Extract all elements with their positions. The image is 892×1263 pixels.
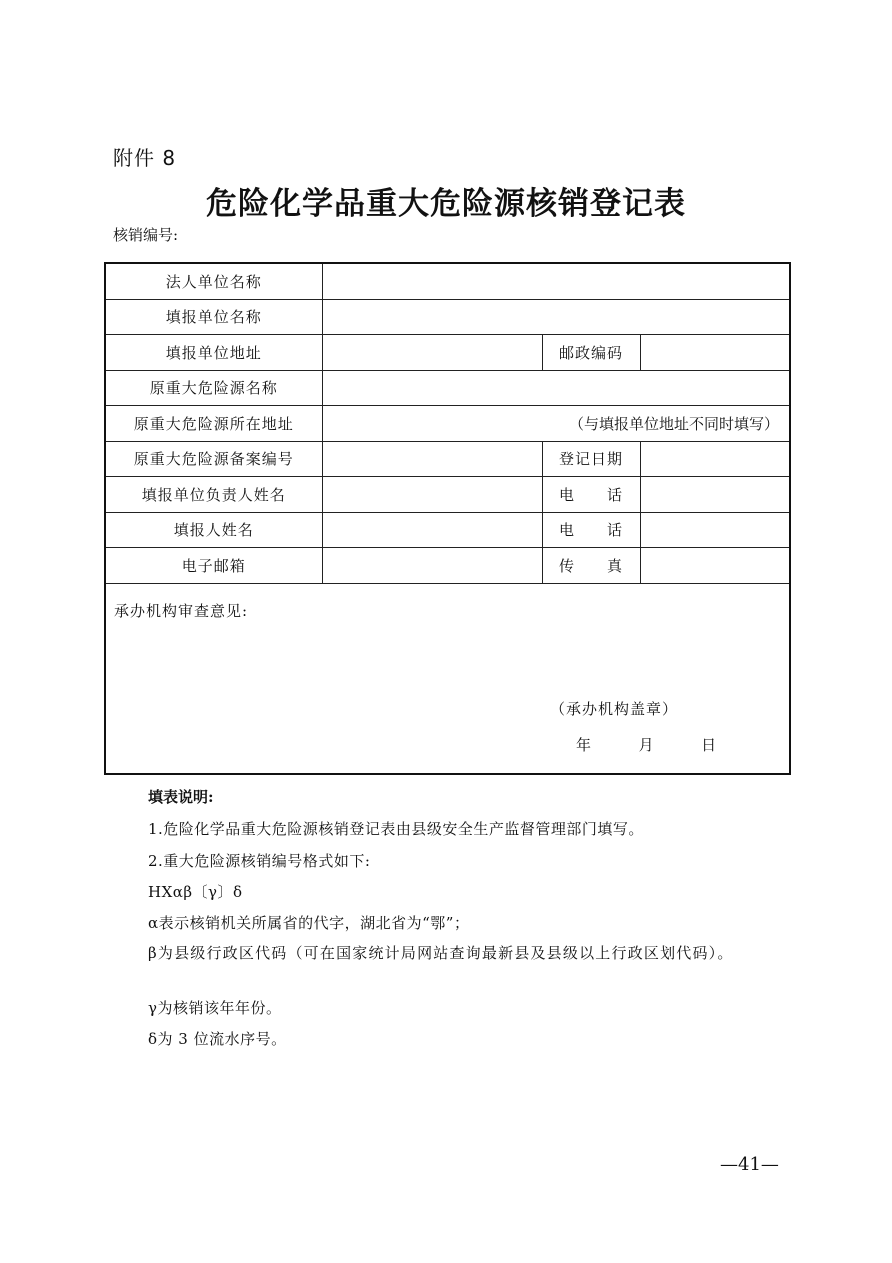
- original-filing-number-field[interactable]: [322, 441, 542, 477]
- phone-label: 电 话: [542, 477, 640, 513]
- unit-head-phone-field[interactable]: [640, 477, 790, 513]
- page-title: 危险化学品重大危险源核销登记表: [206, 186, 686, 222]
- legal-entity-name-field[interactable]: [322, 263, 790, 299]
- fax-field[interactable]: [640, 548, 790, 584]
- filing-unit-name-label: 填报单位名称: [105, 299, 322, 335]
- registration-date-label: 登记日期: [542, 441, 640, 477]
- filler-name-label: 填报人姓名: [105, 512, 322, 548]
- registration-form: [104, 262, 791, 775]
- form-row: [105, 370, 790, 406]
- seal-label: （承办机构盖章）: [550, 699, 679, 718]
- attachment-label: 附件 8: [113, 146, 177, 170]
- instruction-item-2: 2.重大危险源核销编号格式如下:: [148, 852, 371, 870]
- alpha-explanation: α表示核销机关所属省的代字，湖北省为“鄂”；: [148, 914, 470, 932]
- postal-code-field[interactable]: [640, 335, 790, 371]
- email-field[interactable]: [322, 548, 542, 584]
- phone-label: 电 话: [542, 512, 640, 548]
- form-row: [105, 299, 790, 335]
- postal-code-label: 邮政编码: [542, 335, 640, 371]
- unit-head-name-label: 填报单位负责人姓名: [105, 477, 322, 513]
- review-date: [576, 734, 716, 755]
- instruction-item-1: 1.危险化学品重大危险源核销登记表由县级安全生产监督管理部门填写。: [148, 820, 644, 838]
- unit-head-name-field[interactable]: [322, 477, 542, 513]
- beta-explanation: β为县级行政区代码（可在国家统计局网站查询最新县及县级以上行政区划代码）。: [148, 944, 734, 962]
- original-hazard-address-field[interactable]: （与填报单位地址不同时填写）: [322, 406, 790, 442]
- date-year-label: 年: [576, 735, 592, 754]
- original-hazard-name-label: 原重大危险源名称: [105, 370, 322, 406]
- date-month-label: 月: [638, 735, 654, 754]
- form-row: [105, 583, 790, 774]
- filler-name-field[interactable]: [322, 512, 542, 548]
- form-row: [105, 477, 790, 513]
- fax-label: 传 真: [542, 548, 640, 584]
- filing-unit-address-field[interactable]: [322, 335, 542, 371]
- registration-date-field[interactable]: [640, 441, 790, 477]
- filing-unit-name-field[interactable]: [322, 299, 790, 335]
- gamma-explanation: γ为核销该年年份。: [148, 999, 282, 1017]
- form-row: [105, 548, 790, 584]
- serial-number-label: 核销编号:: [113, 226, 179, 244]
- original-hazard-name-field[interactable]: [322, 370, 790, 406]
- filler-phone-field[interactable]: [640, 512, 790, 548]
- filing-unit-address-label: 填报单位地址: [105, 335, 322, 371]
- review-opinion-area[interactable]: [105, 583, 790, 774]
- legal-entity-name-label: 法人单位名称: [105, 263, 322, 299]
- code-format: HXαβ〔γ〕δ: [148, 883, 243, 901]
- review-opinion-label: 承办机构审查意见:: [114, 601, 249, 620]
- email-label: 电子邮箱: [105, 548, 322, 584]
- form-row: [105, 335, 790, 371]
- form-row: [105, 263, 790, 299]
- delta-explanation: δ为 3 位流水序号。: [148, 1030, 287, 1048]
- page-number: —41—: [720, 1154, 779, 1175]
- instructions-heading: 填表说明:: [148, 788, 214, 806]
- original-hazard-address-label: 原重大危险源所在地址: [105, 406, 322, 442]
- form-row: [105, 406, 790, 442]
- form-row: [105, 512, 790, 548]
- date-day-label: 日: [701, 735, 717, 754]
- original-filing-number-label: 原重大危险源备案编号: [105, 441, 322, 477]
- form-row: [105, 441, 790, 477]
